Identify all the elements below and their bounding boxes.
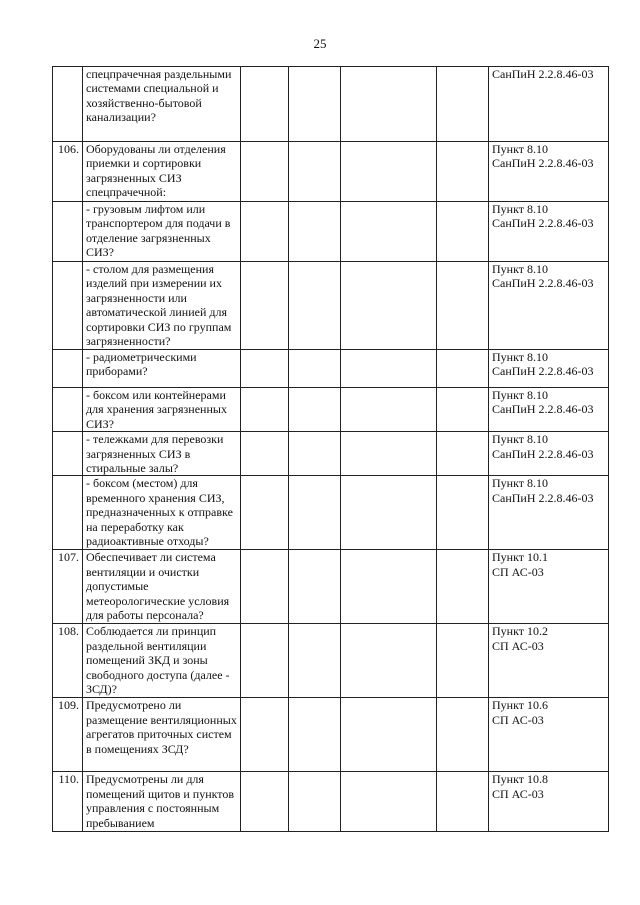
answer-na-cell[interactable] xyxy=(341,476,437,550)
answer-na-cell[interactable] xyxy=(341,624,437,698)
reference-line: СП АС-03 xyxy=(492,638,544,653)
question-cell: - радиометрическими приборами? xyxy=(83,350,241,388)
question-cell: - грузовым лифтом или транспортером для подачи в отделение загрязненных СИЗ? xyxy=(83,202,241,262)
answer-no-cell[interactable] xyxy=(289,624,341,698)
reference-line: СанПиН 2.2.8.46-03 xyxy=(492,364,594,379)
table-row xyxy=(53,262,609,350)
reference-cell xyxy=(489,388,609,432)
table-row xyxy=(53,350,609,388)
answer-na-cell[interactable] xyxy=(341,388,437,432)
answer-note-cell[interactable] xyxy=(437,698,489,772)
question-cell: - столом для размещения изделий при измерении их загрязненности или автоматической линией для сортировки СИЗ по группам загрязненности? xyxy=(83,262,241,350)
row-number xyxy=(53,262,83,350)
answer-na-cell[interactable] xyxy=(341,142,437,202)
answer-yes-cell[interactable] xyxy=(241,67,289,142)
reference-line: Пункт 10.6 xyxy=(492,698,549,713)
question-cell: Предусмотрены ли для помещений щитов и пунктов управления с постоянным пребыванием xyxy=(83,772,241,832)
answer-yes-cell[interactable] xyxy=(241,350,289,388)
answer-no-cell[interactable] xyxy=(289,698,341,772)
row-number: 106. xyxy=(53,142,83,202)
row-number xyxy=(53,388,83,432)
reference-cell xyxy=(489,67,609,142)
reference-line: Пункт 10.8 xyxy=(492,772,549,787)
question-cell: спецпрачечная раздельными системами специальной и хозяйственно-бытовой канализации? xyxy=(83,67,241,142)
answer-na-cell[interactable] xyxy=(341,772,437,832)
answer-note-cell[interactable] xyxy=(437,67,489,142)
answer-no-cell[interactable] xyxy=(289,432,341,476)
reference-cell xyxy=(489,432,609,476)
answer-no-cell[interactable] xyxy=(289,772,341,832)
reference-line: Пункт 10.1 xyxy=(492,550,549,565)
reference-cell xyxy=(489,142,609,202)
reference-cell xyxy=(489,550,609,624)
reference-line: СанПиН 2.2.8.46-03 xyxy=(492,490,594,505)
answer-yes-cell[interactable] xyxy=(241,202,289,262)
reference-cell xyxy=(489,350,609,388)
answer-note-cell[interactable] xyxy=(437,432,489,476)
answer-note-cell[interactable] xyxy=(437,262,489,350)
answer-yes-cell[interactable] xyxy=(241,476,289,550)
answer-yes-cell[interactable] xyxy=(241,388,289,432)
table-row xyxy=(53,772,609,832)
answer-na-cell[interactable] xyxy=(341,350,437,388)
answer-note-cell[interactable] xyxy=(437,388,489,432)
row-number: 107. xyxy=(53,550,83,624)
table-row xyxy=(53,202,609,262)
reference-line: СанПиН 2.2.8.46-03 xyxy=(492,156,594,171)
answer-na-cell[interactable] xyxy=(341,698,437,772)
answer-no-cell[interactable] xyxy=(289,476,341,550)
answer-no-cell[interactable] xyxy=(289,350,341,388)
answer-na-cell[interactable] xyxy=(341,550,437,624)
reference-line: СанПиН 2.2.8.46-03 xyxy=(492,446,594,461)
table-row xyxy=(53,432,609,476)
question-cell: Соблюдается ли принцип раздельной вентиляции помещений ЗКД и зоны свободного доступа (далее - ЗСД)? xyxy=(83,624,241,698)
answer-note-cell[interactable] xyxy=(437,202,489,262)
reference-line: Пункт 8.10 xyxy=(492,262,549,276)
question-cell: Оборудованы ли отделения приемки и сортировки загрязненных СИЗ спецпрачечной: xyxy=(83,142,241,202)
reference-line: Пункт 8.10 xyxy=(492,350,549,364)
reference-line: Пункт 8.10 xyxy=(492,388,549,402)
reference-line: Пункт 8.10 xyxy=(492,202,549,216)
answer-no-cell[interactable] xyxy=(289,262,341,350)
reference-cell xyxy=(489,476,609,550)
answer-no-cell[interactable] xyxy=(289,67,341,142)
row-number: 109. xyxy=(53,698,83,772)
answer-note-cell[interactable] xyxy=(437,476,489,550)
reference-line: Пункт 8.10 xyxy=(492,476,549,491)
answer-yes-cell[interactable] xyxy=(241,142,289,202)
answer-no-cell[interactable] xyxy=(289,202,341,262)
row-number: 110. xyxy=(53,772,83,832)
answer-note-cell[interactable] xyxy=(437,624,489,698)
answer-yes-cell[interactable] xyxy=(241,262,289,350)
reference-cell xyxy=(489,624,609,698)
question-cell: - боксом (местом) для временного хранения СИЗ, предназначенных к отправке на переработку как радиоактивные отходы? xyxy=(83,476,241,550)
row-number xyxy=(53,67,83,142)
reference-line: СП АС-03 xyxy=(492,786,544,801)
table-row xyxy=(53,476,609,550)
row-number xyxy=(53,350,83,388)
answer-yes-cell[interactable] xyxy=(241,772,289,832)
row-number xyxy=(53,432,83,476)
table-row xyxy=(53,624,609,698)
answer-note-cell[interactable] xyxy=(437,772,489,832)
reference-line: СанПиН 2.2.8.46-03 xyxy=(492,402,594,417)
page-number: 25 xyxy=(313,36,327,51)
reference-line: СП АС-03 xyxy=(492,712,544,727)
reference-line: СанПиН 2.2.8.46-03 xyxy=(492,216,594,231)
answer-no-cell[interactable] xyxy=(289,550,341,624)
answer-note-cell[interactable] xyxy=(437,350,489,388)
reference-cell xyxy=(489,772,609,832)
checklist-table xyxy=(52,66,609,832)
answer-yes-cell[interactable] xyxy=(241,698,289,772)
answer-note-cell[interactable] xyxy=(437,142,489,202)
answer-yes-cell[interactable] xyxy=(241,550,289,624)
reference-line: Пункт 8.10 xyxy=(492,142,549,156)
row-number xyxy=(53,202,83,262)
answer-na-cell[interactable] xyxy=(341,202,437,262)
table-row xyxy=(53,67,609,142)
answer-no-cell[interactable] xyxy=(289,388,341,432)
question-cell: Предусмотрено ли размещение вентиляционных агрегатов приточных систем в помещениях ЗСД? xyxy=(83,698,241,772)
reference-line: СП АС-03 xyxy=(492,564,544,579)
reference-cell xyxy=(489,202,609,262)
table-row xyxy=(53,142,609,202)
reference-line: СанПиН 2.2.8.46-03 xyxy=(492,67,594,81)
answer-na-cell[interactable] xyxy=(341,67,437,142)
answer-note-cell[interactable] xyxy=(437,550,489,624)
reference-cell xyxy=(489,698,609,772)
question-cell: Обеспечивает ли система вентиляции и очистки допустимые метеорологические условия для работы персонала? xyxy=(83,550,241,624)
answer-yes-cell[interactable] xyxy=(241,432,289,476)
answer-na-cell[interactable] xyxy=(341,262,437,350)
question-cell: - тележками для перевозки загрязненных СИЗ в стиральные залы? xyxy=(83,432,241,476)
reference-line: СанПиН 2.2.8.46-03 xyxy=(492,276,594,291)
row-number: 108. xyxy=(53,624,83,698)
answer-yes-cell[interactable] xyxy=(241,624,289,698)
table-row xyxy=(53,550,609,624)
question-cell: - боксом или контейнерами для хранения загрязненных СИЗ? xyxy=(83,388,241,432)
answer-no-cell[interactable] xyxy=(289,142,341,202)
reference-line: Пункт 8.10 xyxy=(492,432,549,447)
row-number xyxy=(53,476,83,550)
answer-na-cell[interactable] xyxy=(341,432,437,476)
table-row xyxy=(53,388,609,432)
reference-cell xyxy=(489,262,609,350)
table-row xyxy=(53,698,609,772)
reference-line: Пункт 10.2 xyxy=(492,624,549,639)
